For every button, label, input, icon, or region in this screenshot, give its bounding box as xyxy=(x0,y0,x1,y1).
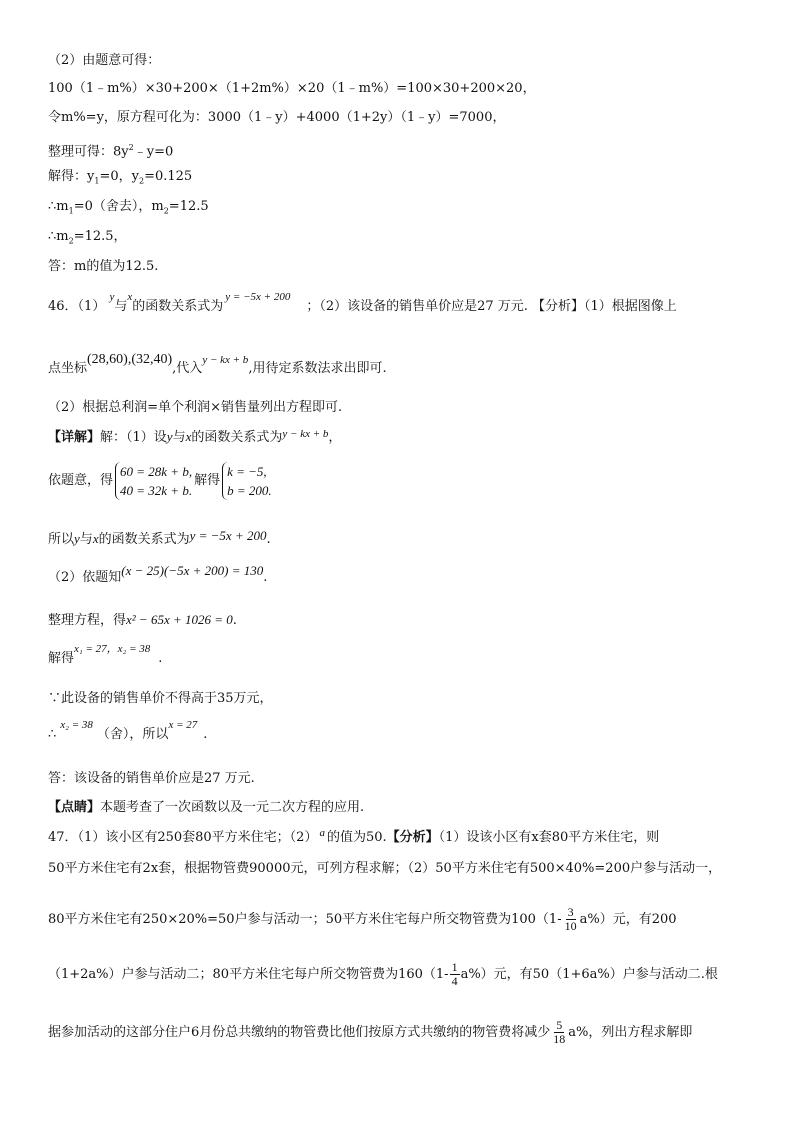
q46-part2: （2）依题知 xyxy=(48,570,122,585)
answer-45 xyxy=(48,258,158,276)
q46-detail-start: 解：（1）设 xyxy=(100,430,167,445)
q46-line-11 xyxy=(48,719,208,744)
q47-line-3 xyxy=(48,905,677,935)
m-sub1: 1 xyxy=(68,206,74,216)
simplify-exp: 2 xyxy=(128,143,134,152)
var-a: a xyxy=(319,827,325,839)
q46-line-6 xyxy=(48,530,271,549)
m2-c: =12.5， xyxy=(73,229,127,244)
m2-line xyxy=(48,228,127,251)
fraction-numerator: 3 xyxy=(567,905,574,919)
q46-method: ,用待定系数法求出即可. xyxy=(248,361,387,376)
q46-given: 依题意，得 xyxy=(48,473,114,488)
q46-comma: ， xyxy=(328,430,342,445)
q46-relation: 的函数关系式为 xyxy=(98,532,190,547)
q46-line-8 xyxy=(48,611,237,630)
sys2-row1: k = −5, xyxy=(227,463,267,479)
solve-a: 解得：y xyxy=(48,169,95,184)
q46-accept: x = 27 xyxy=(168,719,198,731)
fraction-denominator: 10 xyxy=(564,919,577,933)
m-values-line xyxy=(48,198,209,221)
q47-line-5-end: a%，列出方程求解即 xyxy=(568,1025,693,1040)
fraction-numerator: 5 xyxy=(556,1018,563,1032)
q47-line-5 xyxy=(48,1018,692,1048)
q46-reject: x₂ = 38 xyxy=(60,719,93,731)
q46-constraint: ∵此设备的销售单价不得高于35万元， xyxy=(48,691,273,706)
q46-profit-equation: (x − 25)(−5x + 200) = 130 xyxy=(121,563,264,578)
answer-45-text: 答：m的值为12.5. xyxy=(48,259,159,274)
q47-line-2-text: 50平方米住宅有2x套，根据物管费90000元，可列方程求解；（2）50平方米住宅有500×40%=200户参与活动一， xyxy=(48,861,722,876)
q46-line-3 xyxy=(48,399,342,417)
m-c: =0（舍去），m xyxy=(73,199,164,214)
var-x: x xyxy=(92,531,99,546)
q47-line-3-start: 80平方米住宅有250×20%=50户参与活动一；50平方米住宅每户所交物管费为100（1- xyxy=(48,912,562,927)
q46-period: . xyxy=(232,613,237,628)
analysis-tag: 【分析】 xyxy=(386,830,439,845)
q46-relation: 的函数关系式为 xyxy=(191,430,283,445)
q47-line-4-end: a%）元，有50（1+6a%）户参与活动二.根 xyxy=(460,967,718,982)
q46-substitute: ,代入 xyxy=(172,361,203,376)
equation-line-2 xyxy=(48,109,505,127)
part2-heading-text: （2）由题意可得： xyxy=(48,53,161,68)
q46-line-1 xyxy=(48,291,677,316)
q46-number: 46．（1） xyxy=(48,299,106,314)
q46-and: 与 xyxy=(79,532,93,547)
solve-e: =0.125 xyxy=(144,169,193,184)
fraction-5-18 xyxy=(551,1019,567,1046)
var-x: x xyxy=(185,429,192,444)
q46-linear-form: y − kx + b xyxy=(202,354,249,366)
solve-c: =0，y xyxy=(99,169,139,184)
q46-text-and: 与 xyxy=(114,299,128,314)
q46-solutions-label: 解得 xyxy=(48,651,75,666)
detail-tag: 【详解】 xyxy=(48,430,101,445)
q46-answer xyxy=(48,770,255,788)
solve-sub1: 1 xyxy=(94,176,100,186)
q46-period: . xyxy=(158,651,163,666)
m-sub2: 2 xyxy=(163,206,169,216)
simplify-line xyxy=(48,139,173,161)
q46-so: （舍），所以 xyxy=(96,727,169,742)
q46-linear-form: y − kx + b xyxy=(282,428,329,440)
simplify-c: ﹣y=0 xyxy=(133,144,174,160)
fraction-1-4 xyxy=(450,961,460,988)
q46-points: (28,60),(32,40) xyxy=(87,352,173,367)
q46-line-5 xyxy=(48,460,274,502)
q46-period: . xyxy=(266,532,271,547)
fraction-denominator: 18 xyxy=(553,1032,566,1046)
var-y: y xyxy=(74,531,80,546)
var-x: x xyxy=(127,291,133,303)
simplify-a: 整理可得：8y xyxy=(48,144,129,160)
q46-line-3-text: （2）根据总利润=单个利润×销售量列出方程即可. xyxy=(48,400,343,415)
fraction-3-10 xyxy=(563,906,579,933)
fraction-numerator: 1 xyxy=(451,960,458,974)
q46-text-relation: 的函数关系式为 xyxy=(132,299,224,314)
q46-line-9 xyxy=(48,643,163,668)
q46-equation: y = −5x + 200 xyxy=(225,291,291,303)
q46-line-2 xyxy=(48,352,387,378)
q47-line-4 xyxy=(48,960,718,990)
equation-system-2 xyxy=(222,462,272,500)
q46-arrange: 整理方程，得 xyxy=(48,613,127,628)
sys1-row2: 40 = 32k + b. xyxy=(120,482,193,498)
q46-answer-text: 答：该设备的销售单价应是27 万元. xyxy=(48,771,255,786)
equation-line-1 xyxy=(48,80,536,98)
q46-period: . xyxy=(203,727,208,742)
fraction-denominator: 4 xyxy=(451,974,458,988)
sys2-row2: b = 200. xyxy=(227,482,272,498)
m-e: =12.5 xyxy=(168,199,209,214)
q47-value: 的值为50. xyxy=(326,830,387,845)
q47-analysis-start: （1）设该小区有x套80平方米住宅，则 xyxy=(438,830,660,845)
q46-comment xyxy=(48,799,364,817)
q46-solve: 解得 xyxy=(194,473,221,488)
var-y: y xyxy=(109,291,115,303)
m2-sub: 2 xyxy=(68,236,74,246)
q46-period: . xyxy=(263,570,268,585)
q47-line-5-start: 据参加活动的这部分住户6月份总共缴纳的物管费比他们按原方式共缴纳的物管费将减少 xyxy=(48,1025,551,1040)
q46-quadratic: x² − 65x + 1026 = 0 xyxy=(126,612,233,627)
q46-solutions: x₁ = 27，x₂ = 38 xyxy=(74,643,151,655)
q46-text-rest: ；（2）该设备的销售单价应是27 万元. 【分析】（1）根据图像上 xyxy=(306,299,677,314)
q47-answer-start: 47．（1）该小区有250套80平方米住宅；（2） xyxy=(48,830,318,845)
var-y: y xyxy=(166,429,173,444)
m-a: ∴m xyxy=(48,199,69,214)
comment-tag: 【点睛】 xyxy=(48,800,101,815)
q47-line-1 xyxy=(48,829,659,847)
sys1-row1: 60 = 28k + b, xyxy=(120,463,193,479)
solve-line xyxy=(48,168,192,191)
therefore-symbol: ∴ xyxy=(48,727,57,742)
q46-line-4 xyxy=(48,428,341,447)
q46-point-label: 点坐标 xyxy=(48,361,88,376)
equation-system-1 xyxy=(115,462,192,500)
solve-sub2: 2 xyxy=(138,176,145,186)
equation-line-2-text: 令m%=y，原方程可化为：3000（1﹣y）+4000（1+2y）（1﹣y）=7000， xyxy=(48,110,506,125)
q46-so: 所以 xyxy=(48,532,75,547)
q47-line-2 xyxy=(48,860,721,878)
q47-line-4-start: （1+2a%）户参与活动二；80平方米住宅每户所交物管费为160（1- xyxy=(48,967,449,982)
q47-line-3-end: a%）元，有200 xyxy=(579,912,677,927)
q46-final-equation: y = −5x + 200 xyxy=(189,528,267,543)
q46-line-7 xyxy=(48,563,268,587)
q46-and: 与 xyxy=(172,430,186,445)
q46-line-10 xyxy=(48,690,273,708)
q46-comment-text: 本题考查了一次函数以及一元二次方程的应用. xyxy=(100,800,365,815)
part2-heading xyxy=(48,52,160,70)
m2-a: ∴m xyxy=(48,229,69,244)
equation-line-1-text: 100（1﹣m%）×30+200×（1+2m%）×20（1﹣m%）=100×30+200×20， xyxy=(48,81,536,96)
